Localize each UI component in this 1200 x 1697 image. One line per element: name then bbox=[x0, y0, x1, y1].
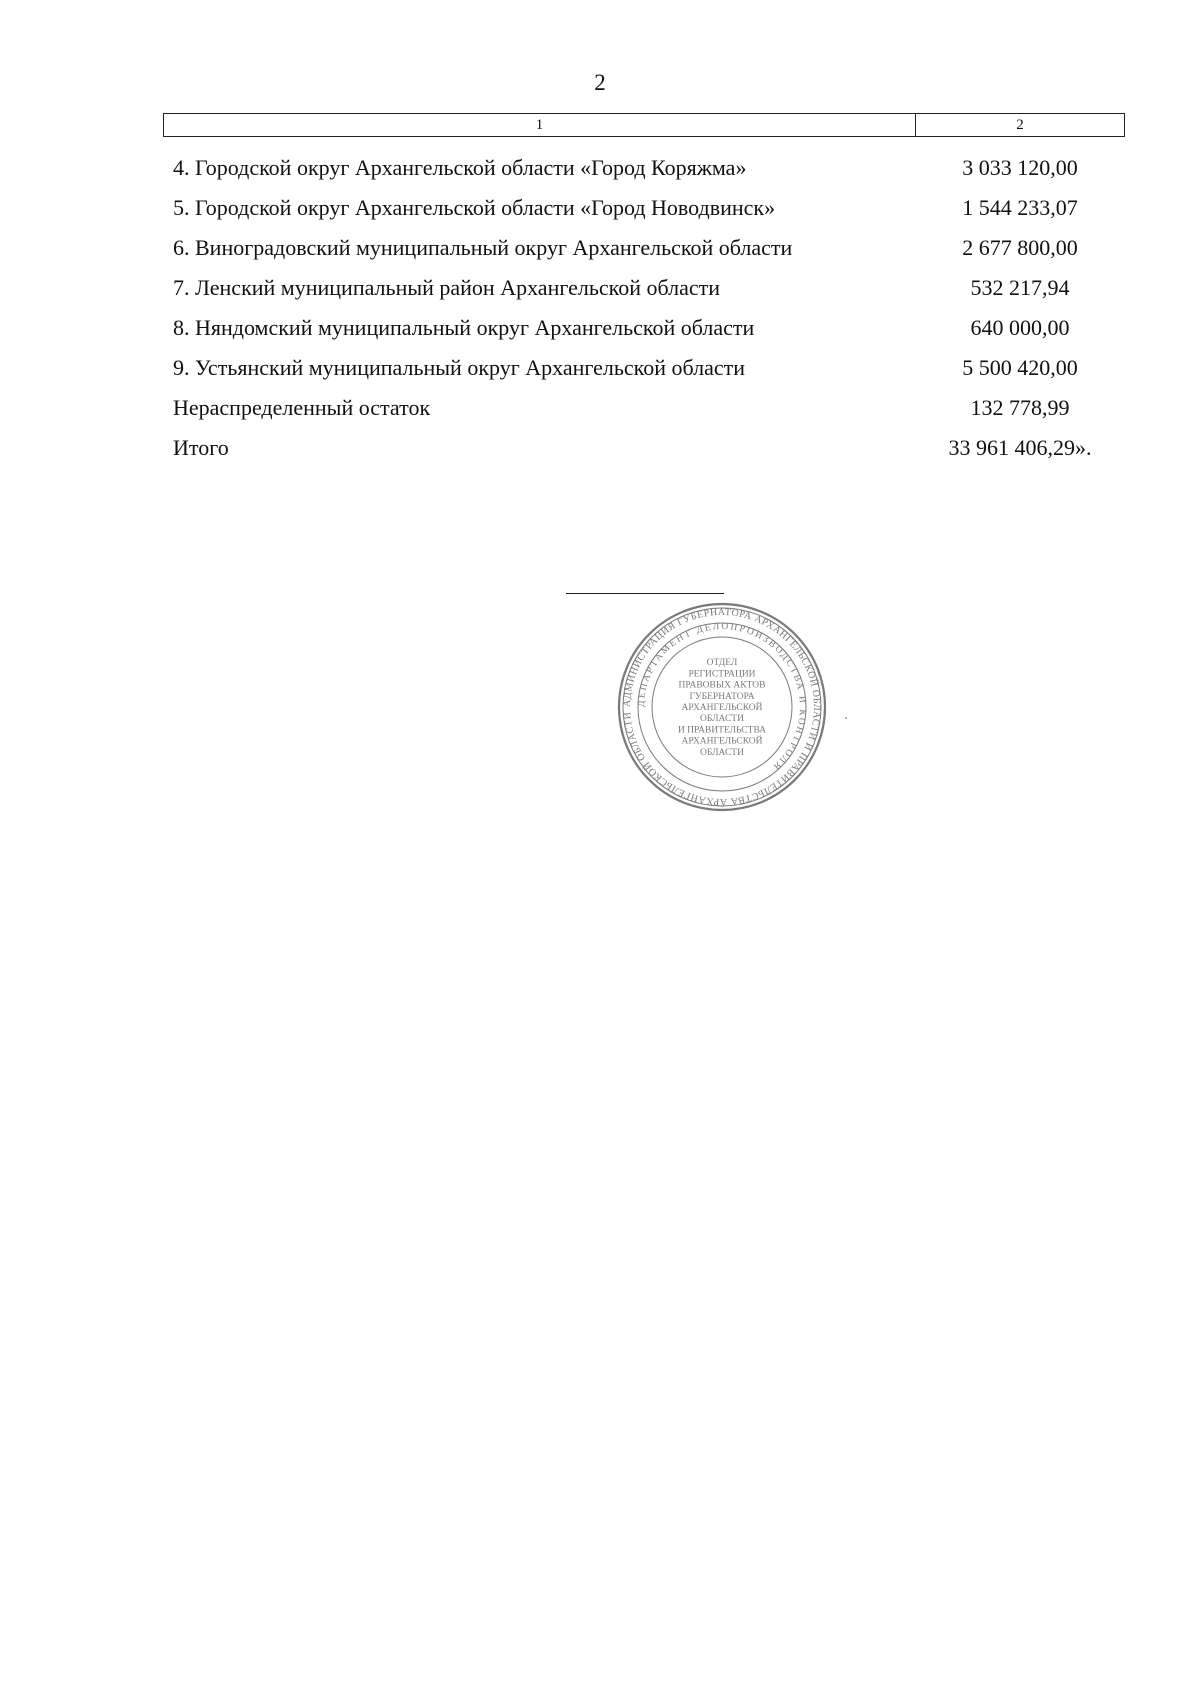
row-name: 4. Городской округ Архангельской области «Город Коряжма» bbox=[173, 155, 747, 180]
row-name: Нераспределенный остаток bbox=[173, 395, 431, 420]
table-row bbox=[163, 228, 1125, 268]
table-header-col-1: 1 bbox=[164, 114, 916, 136]
seal-center-line: РЕГИСТРАЦИИ bbox=[688, 669, 756, 680]
seal-inner-ring-text: ДЕПАРТАМЕНТ ДЕЛОПРОИЗВОДСТВА И КОНТРОЛЯ bbox=[636, 621, 808, 773]
seal-center-line: ПРАВОВЫХ АКТОВ bbox=[678, 680, 766, 691]
table-row bbox=[163, 348, 1125, 388]
seal-outer-text: АДМИНИСТРАЦИЯ ГУБЕРНАТОРА АРХАНГЕЛЬСКОЙ ОБЛАСТИ И ПРАВИТЕЛЬСТВА АРХАНГЕЛЬСКОЙ ОБЛАСТИ bbox=[621, 606, 823, 808]
row-amount: 3 033 120,00 bbox=[962, 155, 1078, 180]
row-name: 8. Няндомский муниципальный округ Архангельской области bbox=[173, 315, 755, 340]
official-seal bbox=[617, 602, 827, 812]
seal-center-line: АРХАНГЕЛЬСКОЙ bbox=[681, 736, 763, 747]
row-amount: 5 500 420,00 bbox=[962, 355, 1078, 380]
seal-center-line: ОБЛАСТИ bbox=[700, 747, 744, 758]
row-name: 5. Городской округ Архангельской области «Город Новодвинск» bbox=[173, 195, 776, 220]
row-amount: 532 217,94 bbox=[970, 275, 1070, 300]
seal-center-line: ГУБЕРНАТОРА bbox=[689, 691, 755, 702]
row-name: Итого bbox=[173, 435, 229, 460]
seal-center-line: АРХАНГЕЛЬСКОЙ bbox=[681, 703, 763, 713]
table-row-total bbox=[163, 428, 1125, 468]
page-number: 2 bbox=[594, 70, 606, 95]
table-row bbox=[163, 188, 1125, 228]
row-name: 9. Устьянский муниципальный округ Архангельской области bbox=[173, 355, 746, 380]
row-amount: 640 000,00 bbox=[970, 315, 1070, 340]
table-header-col-2: 2 bbox=[1016, 116, 1024, 133]
row-amount: 1 544 233,07 bbox=[962, 195, 1078, 220]
table-row bbox=[163, 148, 1125, 188]
allocation-table bbox=[163, 148, 1125, 468]
seal-center-line: И ПРАВИТЕЛЬСТВА bbox=[677, 725, 767, 736]
row-name: 7. Ленский муниципальный район Архангельской области bbox=[173, 275, 721, 300]
seal-center-line: ОТДЕЛ bbox=[706, 658, 738, 669]
table-row bbox=[163, 268, 1125, 308]
row-name: 6. Виноградовский муниципальный округ Архангельской области bbox=[173, 235, 793, 260]
closing-rule bbox=[566, 593, 724, 594]
seal-center-line: ОБЛАСТИ bbox=[700, 714, 744, 725]
row-amount: 33 961 406,29». bbox=[948, 435, 1092, 460]
row-amount: 2 677 800,00 bbox=[962, 235, 1078, 260]
scan-speck bbox=[845, 717, 847, 719]
row-amount: 132 778,99 bbox=[970, 395, 1070, 420]
table-row bbox=[163, 308, 1125, 348]
table-row-remainder bbox=[163, 388, 1125, 428]
table-header bbox=[163, 113, 1125, 137]
